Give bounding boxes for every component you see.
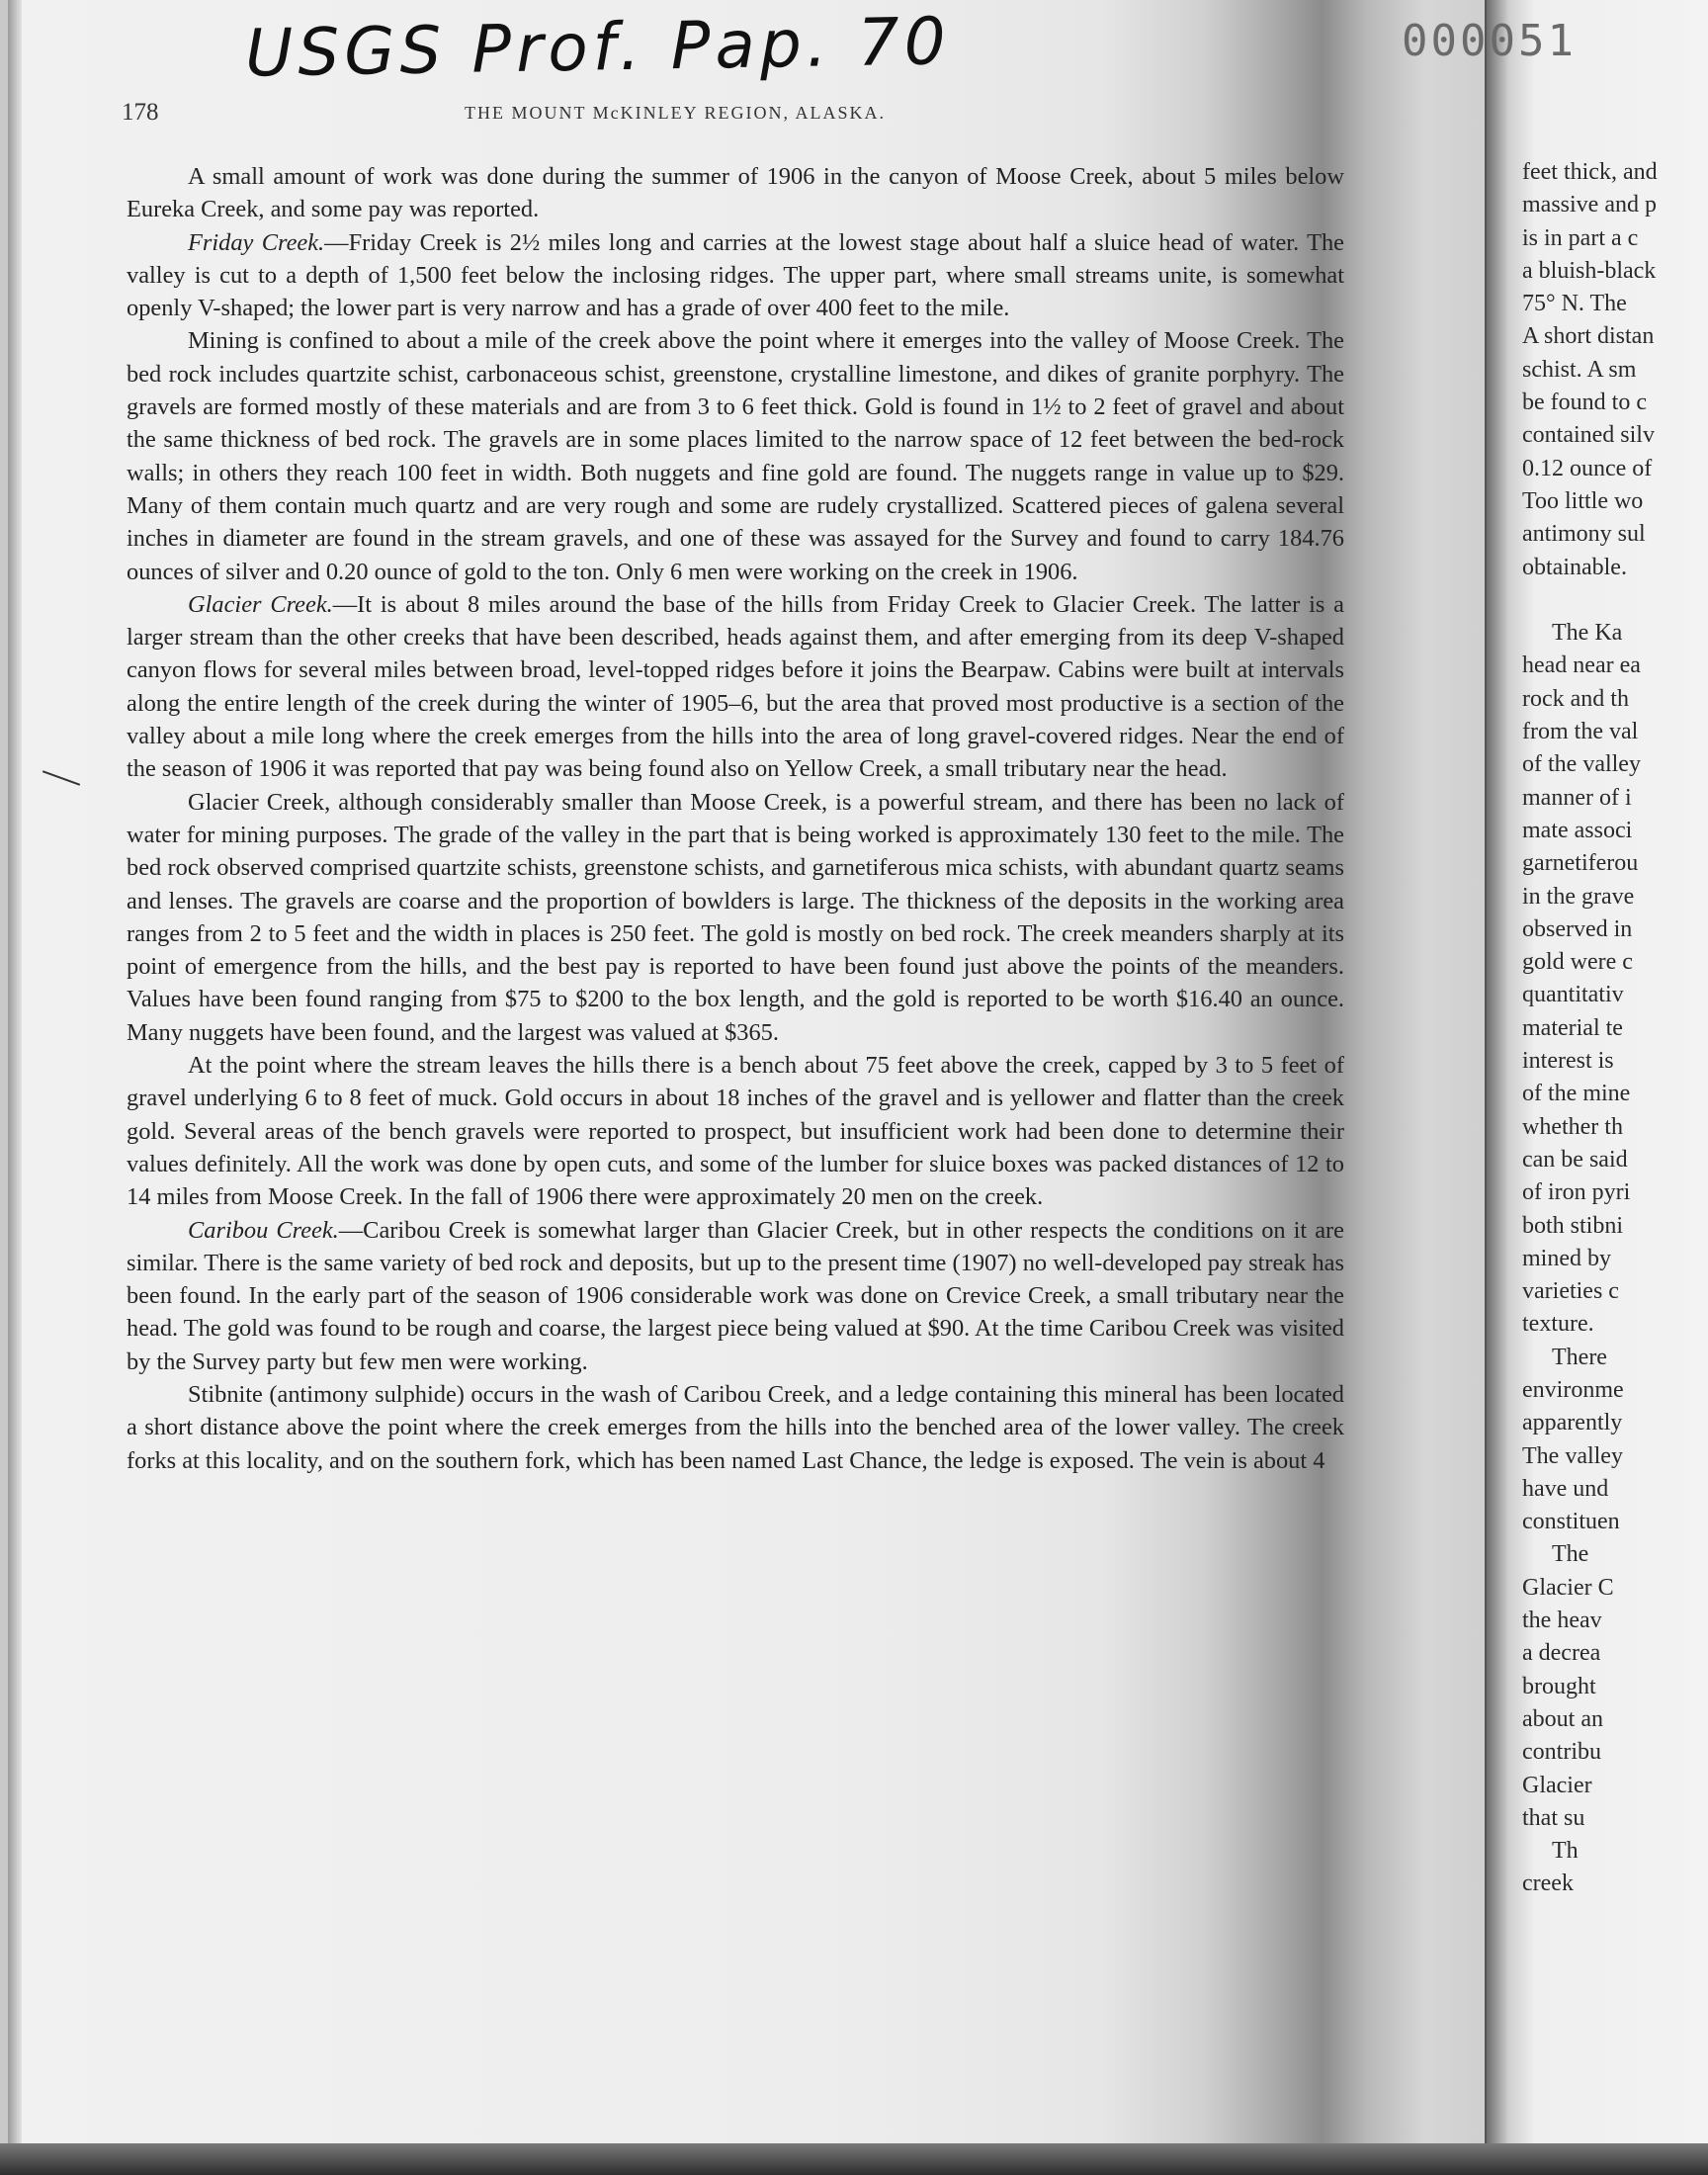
right-column-line: can be said [1522,1146,1628,1173]
margin-pencil-mark [43,770,80,786]
right-column-line: gold were c [1522,949,1633,976]
right-column-line: that su [1522,1804,1585,1831]
page-number: 178 [122,99,159,126]
right-column-line: manner of i [1522,784,1632,811]
paragraph [127,226,1344,325]
right-column-line: whether th [1522,1113,1623,1140]
left-page [8,0,1488,2151]
paragraph [127,588,1344,786]
right-column-line: varieties c [1522,1278,1619,1305]
right-column-line: interest is [1522,1048,1614,1075]
right-column-line: contained silv [1522,422,1655,449]
right-column-line: contribu [1522,1739,1601,1766]
right-column-line: have und [1522,1475,1609,1502]
section-heading: Caribou Creek. [188,1216,339,1244]
right-column-line: 75° N. The [1522,291,1627,317]
right-column-line: schist. A sm [1522,356,1637,383]
right-column-line: of iron pyri [1522,1179,1631,1206]
handwritten-annotation: USGS Prof. Pap. 70 [244,3,952,92]
right-column-line: in the grave [1522,883,1635,910]
right-column-line: The Ka [1552,620,1623,647]
right-column-line: brought [1522,1673,1596,1699]
right-column-line: constituen [1522,1509,1620,1535]
paragraph-text: Mining is confined to about a mile of the creek above the point where it emerges into the valley of Moose Creek. The bed rock includes quartzite schist, carbonaceous schist, greenstone, crystalline limestone, and dikes of granite porphyry. The gravels are formed mostly of these materials and are from 3 to 6 feet thick. Gold is found in 1½ to 2 feet of gravel and about the same thickness of bed rock. The gravels are in some places limited to the narrow space of 12 feet between the bed-rock walls; in others they reach 100 feet in width. Both nuggets and fine gold are found. The nuggets range in value up to $29. Many of them contain much quartz and are very rough and some are rudely crystallized. Scattered pieces of galena several inches in diameter are found in the stream gravels, and one of these was assayed for the Survey and found to carry 184.76 ounces of silver and 0.20 ounce of gold to the ton. Only 6 men were working on the creek in 1906. [127,327,1344,585]
right-column-line: The [1552,1541,1589,1568]
right-column-line: antimony sul [1522,521,1646,548]
right-column-line: from the val [1522,719,1639,745]
paragraph [127,324,1344,587]
body-text [127,160,1344,1477]
right-column-line: environme [1522,1376,1624,1403]
right-column-line: apparently [1522,1410,1623,1436]
right-column-line: garnetiferou [1522,850,1639,877]
right-column-line: creek [1522,1870,1574,1897]
paragraph [127,1378,1344,1477]
right-column-line: be found to c [1522,390,1647,416]
paragraph [127,1214,1344,1378]
right-column-line: both stibni [1522,1212,1624,1239]
right-column-line: the heav [1522,1608,1602,1634]
right-column-line: about an [1522,1705,1603,1732]
paragraph-text: Glacier Creek, although considerably smaller than Moose Creek, is a powerful stream, and there has been no lack of water for mining purposes. The grade of the valley in the part that is being worked is approximately 130 feet to the mile. The bed rock observed comprised quartzite schists, greenstone schists, and garnetiferous mica schists, with abundant quartz seams and lenses. The gravels are coarse and the proportion of bowlders is large. The thickness of the deposits in the working area ranges from 2 to 5 feet and the width in places is 250 feet. The gold is mostly on bed rock. The creek meanders sharply at its point of emergence from the hills, and the best pay is reported to have been found just above the points of the meanders. Values have been found ranging from $75 to $200 to the box length, and the gold is reported to be worth $16.40 an ounce. Many nuggets have been found, and the largest was valued at $365. [127,788,1344,1046]
paragraph-text: —Caribou Creek is somewhat larger than Glacier Creek, but in other respects the conditions on it are similar. There is the same variety of bed rock and deposits, but up to the present time (1907) no well-developed pay streak has been found. In the early part of the season of 1906 considerable work was done on Crevice Creek, a small tributary near the head. The gold was found to be rough and coarse, the largest piece being valued at $90. At the time Caribou Creek was visited by the Survey party but few men were working. [127,1216,1344,1375]
right-column-line: a decrea [1522,1640,1601,1667]
right-column-line: Th [1552,1838,1579,1865]
right-column-line: quantitativ [1522,982,1624,1008]
right-column-line: a bluish-black [1522,257,1657,284]
right-column-line: Glacier C [1522,1574,1614,1601]
paragraph [127,160,1344,226]
right-column-line: Glacier [1522,1772,1592,1798]
paragraph-text: At the point where the stream leaves the hills there is a bench about 75 feet above the creek, capped by 3 to 5 feet of gravel underlying 6 to 8 feet of muck. Gold occurs in about 18 inches of the gravel and is yellower and flatter than the creek gold. Several areas of the bench gravels were reported to prospect, but insufficient work had been done to determine their values definitely. All the work was done by open cuts, and some of the lumber for sluice boxes was packed distances of 12 to 14 miles from Moose Creek. In the fall of 1906 there were approximately 20 men on the creek. [127,1052,1344,1211]
right-column-line: of the valley [1522,751,1641,778]
right-column-line: The valley [1522,1442,1623,1469]
right-column-line: texture. [1522,1311,1594,1338]
paragraph-text: A small amount of work was done during the summer of 1906 in the canyon of Moose Creek, about 5 miles below Eureka Creek, and some pay was reported. [127,163,1344,223]
paragraph-text: Stibnite (antimony sulphide) occurs in the wash of Caribou Creek, and a ledge containing this mineral has been located a short distance above the point where the creek emerges from the hills into the benched area of the lower valley. The creek forks at this locality, and on the southern fork, which has been named Last Chance, the ledge is exposed. The vein is about 4 [127,1380,1344,1474]
paragraph [127,786,1344,1049]
scan-bottom-edge [0,2143,1708,2175]
section-heading: Friday Creek. [188,228,325,256]
right-column-line: Too little wo [1522,487,1644,514]
right-column-line: of the mine [1522,1081,1631,1107]
right-column-line: observed in [1522,915,1633,942]
right-column-line [1522,584,1708,617]
paragraph [127,1049,1344,1213]
section-heading: Glacier Creek. [188,590,333,618]
paragraph-text: —It is about 8 miles around the base of the hills from Friday Creek to Glacier Creek. The latter is a larger stream than the other creeks that have been described, heads against them, and after emerging from its deep V-shaped canyon flows for several miles between broad, level-topped ridges before it joins the Bearpaw. Cabins were built at intervals along the entire length of the creek during the winter of 1905–6, but the area that proved most productive is a section of the valley about a mile long where the creek emerges from the hills into the area of long gravel-covered ridges. Near the end of the season of 1906 it was reported that pay was being found also on Yellow Creek, a small tributary near the head. [127,590,1344,783]
right-column-line: feet thick, and [1522,159,1658,185]
page-stamp: 000051 [1402,16,1577,66]
right-column-line: material te [1522,1014,1623,1041]
right-column-line: 0.12 ounce of [1522,455,1653,481]
paragraph-text: —Friday Creek is 2½ miles long and carries at the lowest stage about half a sluice head of water. The valley is cut to a depth of 1,500 feet below the inclosing ridges. The upper part, where small streams unite, is somewhat openly V-shaped; the lower part is very narrow and has a grade of over 400 feet to the mile. [127,228,1344,322]
right-page-column [1522,156,1708,1901]
right-column-line: massive and p [1522,192,1657,218]
right-column-line: is in part a c [1522,224,1639,251]
right-column-line: A short distan [1522,323,1655,350]
right-column-line: mate associ [1522,817,1633,843]
right-column-line: mined by [1522,1245,1611,1271]
right-column-line: obtainable. [1522,554,1627,580]
right-column-line: There [1552,1344,1607,1370]
right-column-line: rock and th [1522,685,1629,712]
running-head: THE MOUNT McKINLEY REGION, ALASKA. [465,103,886,123]
right-column-line: head near ea [1522,652,1641,679]
